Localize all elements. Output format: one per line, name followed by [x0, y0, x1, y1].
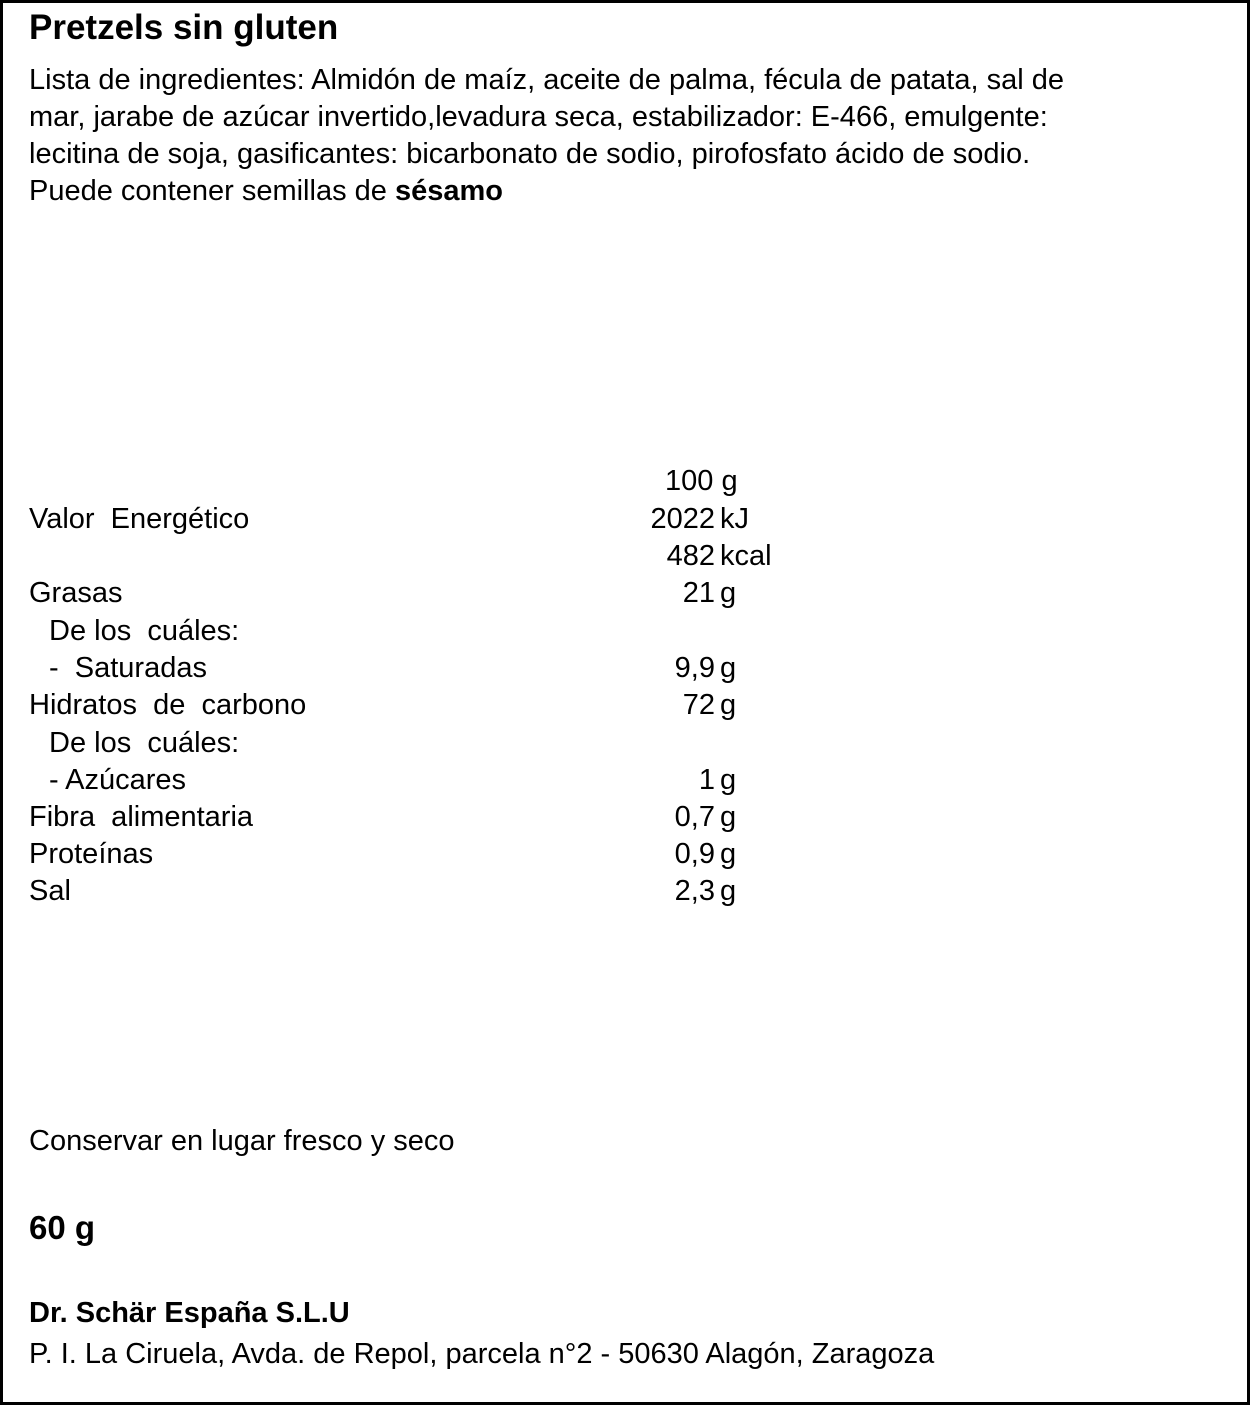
nutrition-label-of-which-fat: De los cuáles:: [49, 615, 240, 647]
nutrition-unit-protein: g: [720, 838, 737, 870]
nutrition-unit-carbohydrates: g: [720, 689, 737, 721]
nutrition-value-salt: 2,3: [674, 875, 715, 907]
nutrition-unit-sugars: g: [720, 764, 737, 796]
nutrition-unit-fat: g: [720, 577, 737, 609]
nutrition-value-sugars: 1: [698, 764, 715, 796]
product-title: Pretzels sin gluten: [29, 8, 339, 47]
nutrition-per-100g-header: 100 g: [665, 465, 738, 497]
company-name: Dr. Schär España S.L.U: [29, 1297, 350, 1329]
ingredients-line-3: lecitina de soja, gasificantes: bicarbonato de sodio, pirofosfato ácido de sodio.: [29, 138, 1031, 170]
allergen-note: Puede contener semillas de: [29, 175, 395, 207]
company-address: P. I. La Ciruela, Avda. de Repol, parcela n°2 - 50630 Alagón, Zaragoza: [29, 1338, 935, 1370]
nutrition-value-energy-kcal: 482: [666, 540, 715, 572]
nutrition-label-protein: Proteínas: [29, 838, 154, 870]
nutrition-value-carbohydrates: 72: [682, 689, 715, 721]
nutrition-value-saturated: 9,9: [674, 652, 715, 684]
nutrition-unit-saturated: g: [720, 652, 737, 684]
ingredients-line-1: Lista de ingredientes: Almidón de maíz, aceite de palma, fécula de patata, sal de: [29, 64, 1064, 96]
nutrition-unit-energy-kj: kJ: [720, 503, 749, 535]
allergen-sesame: sésamo: [394, 175, 503, 207]
nutrition-unit-fiber: g: [720, 801, 737, 833]
nutrition-label-saturated: - Saturadas: [49, 652, 207, 684]
nutrition-unit-energy-kcal: kcal: [720, 540, 772, 572]
nutrition-unit-salt: g: [720, 875, 737, 907]
nutrition-value-fat: 21: [682, 577, 715, 609]
storage-instructions: Conservar en lugar fresco y seco: [29, 1125, 455, 1157]
nutrition-label-salt: Sal: [29, 875, 71, 907]
nutrition-label-energy: Valor Energético: [29, 503, 250, 535]
net-weight: 60 g: [29, 1209, 96, 1246]
nutrition-value-fiber: 0,7: [674, 801, 715, 833]
nutrition-value-protein: 0,9: [674, 838, 715, 870]
ingredients-line-2: mar, jarabe de azúcar invertido,levadura seca, estabilizador: E-466, emulgente:: [29, 101, 1048, 133]
nutrition-label-fat: Grasas: [29, 577, 123, 609]
nutrition-label-fiber: Fibra alimentaria: [29, 801, 254, 833]
nutrition-value-energy-kj: 2022: [650, 503, 715, 535]
ingredients-line-4: [29, 173, 1209, 210]
ingredients-list: [29, 62, 1209, 210]
nutrition-label-of-which-carbs: De los cuáles:: [49, 727, 240, 759]
nutrition-label-sugars: - Azúcares: [49, 764, 186, 796]
nutrition-label-carbohydrates: Hidratos de carbono: [29, 689, 307, 721]
